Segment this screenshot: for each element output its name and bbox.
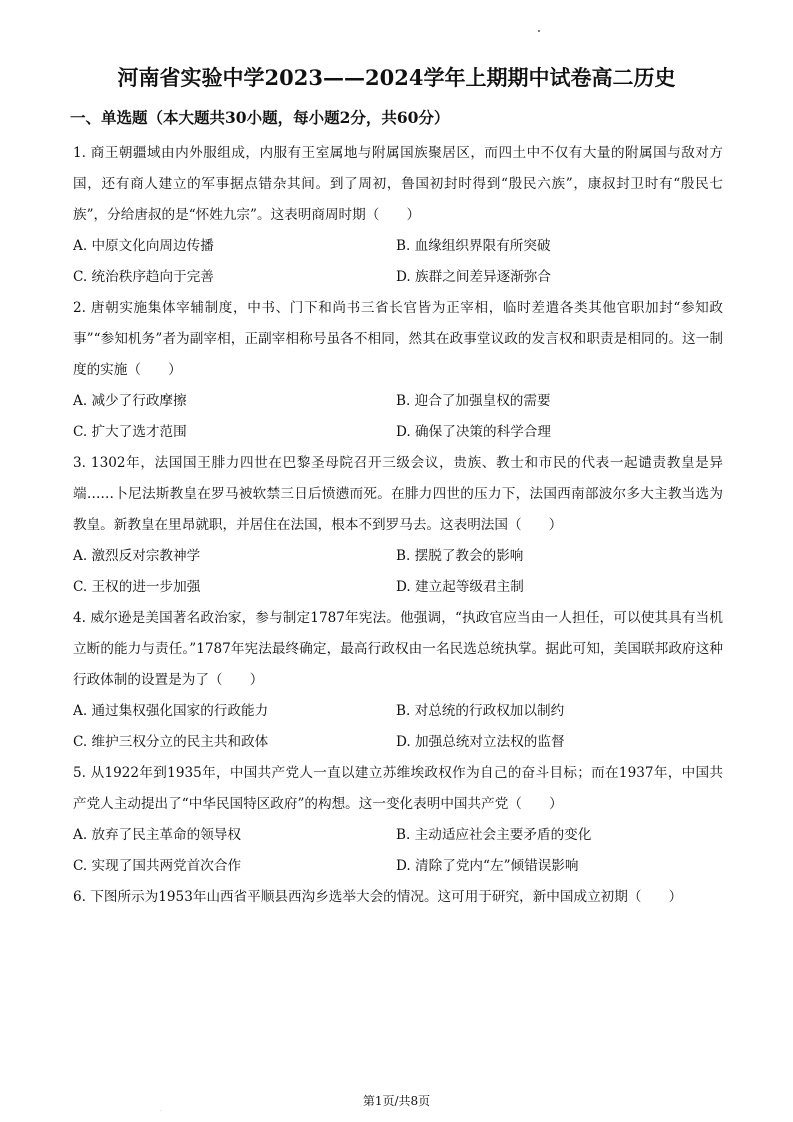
question-2	[73, 293, 723, 448]
question-stem: 5. 从1922年到1935年，中国共产党人一直以建立苏维埃政权作为自己的奋斗目标；而在1937年，中国共产党人主动提出了“中华民国特区政府”的构想。这一变化表明中国共产党（ ）	[73, 765, 723, 812]
question-stem: 1. 商王朝疆域由内外服组成，内服有王室属地与附属国族聚居区，而四土中不仅有大量的附属国与敌对方国，还有商人建立的军事据点错杂其间。到了周初，鲁国初封时得到“殷民六族”，康叔封卫时有“殷民七族”，分给唐叔的是“怀姓九宗”。这表明商周时期（ ）	[73, 145, 723, 223]
page-title: 河南省实验中学2023——2024学年上期期中试卷高二历史	[117, 65, 676, 90]
question-3	[73, 448, 723, 603]
option-c: C. 王权的进一步加强	[73, 579, 201, 595]
option-b: B. 血缘组织界限有所突破	[396, 238, 551, 254]
option-d: D. 族群之间差异逐渐弥合	[396, 269, 551, 285]
option-c: C. 统治秩序趋向于完善	[73, 269, 214, 285]
option-d: D. 确保了决策的科学合理	[396, 424, 551, 440]
question-stem: 3. 1302年，法国国王腓力四世在巴黎圣母院召开三级会议，贵族、教士和市民的代表一起谴责教皇是异端……卜尼法斯教皇在罗马被软禁三日后愤懑而死。在腓力四世的压力下，法国西南部波尔多大主教当选为教皇。新教皇在里昂就职，并居住在法国，根本不到罗马去。这表明法国（ ）	[73, 455, 723, 533]
option-d: D. 建立起等级君主制	[396, 579, 524, 595]
question-6	[73, 882, 723, 913]
option-b: B. 迎合了加强皇权的需要	[396, 393, 551, 409]
option-c: C. 实现了国共两党首次合作	[73, 858, 242, 874]
option-a: A. 激烈反对宗教神学	[73, 548, 201, 564]
option-a: A. 中原文化向周边传播	[73, 238, 214, 254]
option-a: A. 减少了行政摩擦	[73, 393, 187, 409]
question-1	[73, 138, 723, 293]
options	[73, 386, 723, 448]
question-stem: 4. 威尔逊是美国著名政治家，参与制定1787年宪法。他强调，“执政官应当由一人担任，可以使其具有当机立断的能力与责任。”1787年宪法最终确定，最高行政权由一名民选总统执掌。据此可知，美国联邦政府这种行政体制的设置是为了（ ）	[73, 610, 723, 688]
option-a: A. 通过集权强化国家的行政能力	[73, 703, 269, 719]
option-a: A. 放弃了民主革命的领导权	[73, 827, 241, 843]
option-b: B. 主动适应社会主要矛盾的变化	[396, 827, 592, 843]
options	[73, 820, 723, 882]
question-5	[73, 758, 723, 882]
scan-dot	[538, 30, 540, 32]
options	[73, 231, 723, 293]
options	[73, 541, 723, 603]
option-c: C. 扩大了选才范围	[73, 424, 187, 440]
option-c: C. 维护三权分立的民主共和政体	[73, 734, 269, 750]
option-d: D. 清除了党内“左”倾错误影响	[396, 858, 579, 874]
corner-mark: ·	[160, 1108, 162, 1115]
page-number: 第1页/共8页	[362, 1094, 431, 1108]
question-4	[73, 603, 723, 758]
option-d: D. 加强总统对立法权的监督	[396, 734, 565, 750]
question-list	[73, 138, 723, 913]
option-b: B. 摆脱了教会的影响	[396, 548, 524, 564]
question-stem: 2. 唐朝实施集体宰辅制度，中书、门下和尚书三省长官皆为正宰相，临时差遣各类其他官职加封“参知政事”“参知机务”者为副宰相，正副宰相称号虽各不相同，然其在政事堂议政的发言权和职责是相同的。这一制度的实施（ ）	[73, 300, 723, 378]
section-heading: 一、单选题（本大题共30小题，每小题2分，共60分）	[70, 108, 450, 127]
question-stem: 6. 下图所示为1953年山西省平顺县西沟乡选举大会的情况。这可用于研究，新中国成立初期（ ）	[73, 889, 683, 905]
options	[73, 696, 723, 758]
option-b: B. 对总统的行政权加以制约	[396, 703, 565, 719]
